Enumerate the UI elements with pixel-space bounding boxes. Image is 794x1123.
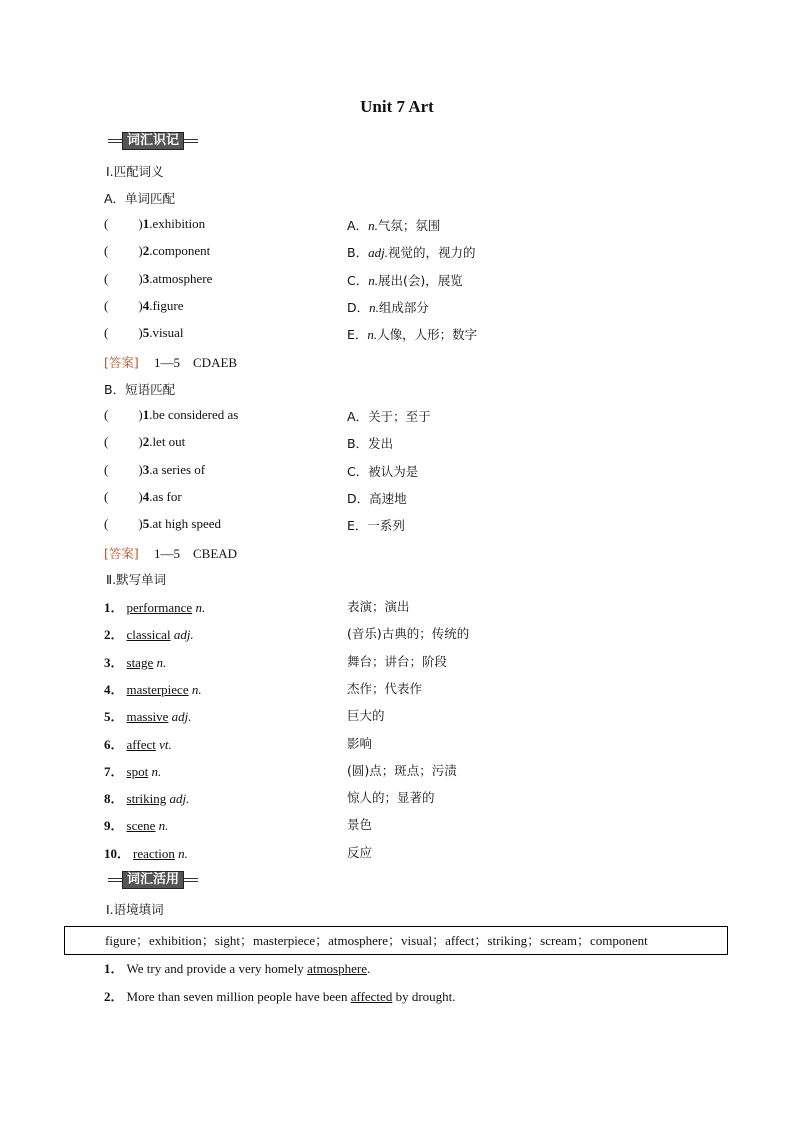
option-letter: D． — [347, 490, 370, 506]
answer-word: classical — [126, 627, 171, 643]
dictation-meaning: (圆)点；斑点；污渍 — [347, 762, 457, 778]
fill-in-sentence — [104, 958, 370, 977]
item-number: 5． — [104, 709, 124, 725]
close-paren: ) — [138, 461, 143, 477]
part-of-speech: adj. — [368, 245, 388, 261]
option-letter: A． — [347, 409, 369, 424]
item-dot: . — [149, 243, 153, 259]
dictation-item — [104, 788, 189, 807]
dictation-item — [104, 706, 192, 725]
fill-in-sentence — [104, 986, 456, 1005]
match-item-left — [104, 325, 184, 341]
item-number: 2 — [142, 243, 150, 259]
blank-paren: ( — [104, 270, 109, 286]
match-item-right — [347, 516, 405, 534]
option-meaning: 视觉的，视力的 — [387, 245, 476, 261]
answer-word: stage — [126, 654, 154, 670]
match-item-right — [347, 434, 393, 452]
word-bank-box: figure；exhibition；sight；masterpiece；atmosphere；visual；affect；striking；scream；component — [64, 926, 728, 955]
part-of-speech: adj. — [166, 791, 190, 807]
dictation-item — [104, 597, 205, 616]
blank-paren: ( — [104, 325, 109, 341]
match-item-right — [347, 243, 475, 261]
close-paren: ) — [138, 243, 143, 259]
partA-heading: A．单词匹配 — [104, 191, 176, 206]
item-number: 4 — [142, 297, 150, 313]
item-dot: . — [149, 325, 153, 341]
item-dot: . — [149, 407, 153, 422]
item-dot: . — [149, 297, 153, 313]
part-of-speech: n. — [155, 818, 169, 834]
item-number: 1． — [104, 961, 124, 976]
part3-heading: Ⅰ.语境填词 — [106, 902, 164, 917]
item-word: component — [152, 243, 211, 259]
item-dot: . — [149, 461, 153, 477]
part-of-speech: n. — [369, 299, 379, 315]
match-item-right — [347, 489, 407, 507]
answer-word: performance — [126, 600, 193, 615]
item-number: 4 — [142, 488, 150, 504]
answer-tag: [答案] — [104, 546, 139, 561]
option-meaning: 展出(会)，展览 — [377, 272, 463, 288]
item-number: 4． — [104, 681, 124, 697]
option-meaning: 一系列 — [367, 518, 405, 534]
dictation-meaning: 表演；演出 — [347, 599, 410, 614]
banner-decoration — [108, 139, 122, 143]
close-paren: ) — [138, 434, 143, 450]
answer-word: affected — [350, 989, 393, 1004]
item-number: 10． — [104, 845, 131, 861]
part2-heading: Ⅱ.默写单词 — [106, 572, 167, 587]
sentence-text-before: More than seven million people have been — [126, 989, 351, 1004]
item-word: exhibition — [152, 216, 206, 231]
close-paren: ) — [138, 216, 143, 231]
dictation-item — [104, 734, 172, 753]
part-of-speech: n. — [153, 654, 167, 670]
item-phrase: at high speed — [152, 516, 222, 532]
close-paren: ) — [138, 407, 143, 422]
section-banner-vocab-recognition — [108, 133, 198, 149]
item-phrase: be considered as — [152, 407, 239, 422]
match-item-right — [347, 407, 431, 425]
blank-paren: ( — [104, 488, 109, 504]
dictation-meaning: 舞台；讲台；阶段 — [347, 653, 448, 669]
item-dot: . — [149, 270, 153, 286]
item-dot: . — [149, 516, 153, 532]
answer-word: affect — [126, 736, 156, 752]
item-word: atmosphere — [152, 270, 213, 286]
dictation-meaning: 杰作；代表作 — [347, 680, 423, 696]
item-dot: . — [149, 488, 153, 504]
option-meaning: 关于；至于 — [368, 409, 431, 424]
answer-word: reaction — [133, 845, 175, 861]
item-number: 6． — [104, 736, 124, 752]
blank-paren: ( — [104, 407, 109, 422]
close-paren: ) — [138, 270, 143, 286]
answer-word: scene — [126, 818, 156, 834]
match-item-left — [104, 298, 183, 314]
match-item-right — [347, 216, 440, 234]
dictation-item — [104, 843, 188, 862]
option-letter: A． — [347, 218, 369, 233]
option-meaning: 发出 — [368, 436, 394, 452]
match-item-left — [104, 434, 185, 450]
dictation-meaning: 景色 — [347, 817, 373, 833]
option-letter: C． — [347, 272, 369, 288]
dictation-meaning: 惊人的；显著的 — [347, 790, 435, 806]
dictation-meaning: (音乐)古典的；传统的 — [347, 626, 470, 642]
match-item-right — [347, 462, 418, 480]
blank-paren: ( — [104, 243, 109, 259]
part-of-speech: n. — [148, 763, 162, 779]
item-dot: . — [149, 216, 153, 231]
part-of-speech: n. — [188, 681, 202, 697]
banner-decoration — [184, 139, 198, 143]
blank-paren: ( — [104, 461, 109, 477]
answer-tag: [答案] — [104, 355, 139, 370]
blank-paren: ( — [104, 297, 109, 313]
part-of-speech: n. — [192, 600, 206, 615]
part-of-speech: n. — [367, 327, 378, 343]
banner-label: 词汇识记 — [122, 132, 184, 150]
sentence-text-after: . — [366, 961, 371, 976]
part-of-speech: adj. — [170, 627, 194, 643]
item-word: visual — [152, 325, 184, 341]
option-letter: C． — [347, 463, 369, 479]
option-letter: E． — [347, 518, 368, 534]
option-letter: B． — [347, 245, 369, 261]
item-number: 3 — [142, 270, 150, 286]
item-dot: . — [149, 434, 153, 450]
item-number: 1 — [142, 407, 150, 422]
banner-decoration — [108, 878, 122, 882]
sentence-text-before: We try and provide a very homely — [126, 961, 308, 976]
part-of-speech: vt. — [155, 736, 172, 752]
part-of-speech: n. — [368, 218, 378, 233]
match-item-left — [104, 216, 205, 232]
match-item-left — [104, 516, 221, 532]
option-meaning: 人像，人形；数字 — [377, 327, 478, 343]
item-number: 9． — [104, 818, 124, 834]
dictation-meaning: 影响 — [347, 735, 373, 751]
item-number: 7． — [104, 763, 124, 779]
option-meaning: 高速地 — [369, 490, 407, 506]
option-meaning: 气氛；氛围 — [377, 218, 441, 233]
match-item-left — [104, 243, 210, 259]
banner-label: 词汇活用 — [122, 871, 184, 889]
item-number: 1． — [104, 600, 124, 615]
option-letter: E． — [347, 327, 368, 343]
match-item-left — [104, 462, 205, 478]
close-paren: ) — [138, 516, 143, 532]
match-item-right — [347, 271, 463, 289]
blank-paren: ( — [104, 434, 109, 450]
match-item-left — [104, 407, 238, 423]
part-of-speech: adj. — [168, 709, 192, 725]
dictation-item — [104, 815, 168, 834]
option-meaning: 被认为是 — [368, 463, 419, 479]
partA-answer — [104, 352, 237, 371]
item-phrase: a series of — [152, 461, 206, 477]
item-number: 3 — [142, 461, 150, 477]
option-letter: B． — [347, 436, 369, 452]
item-word: figure — [152, 297, 184, 313]
dictation-item — [104, 652, 166, 671]
answer-text: 1—5 CBEAD — [154, 546, 238, 561]
answer-word: masterpiece — [126, 681, 189, 697]
partB-heading: B．短语匹配 — [104, 382, 176, 397]
item-phrase: let out — [152, 434, 186, 450]
answer-word: striking — [126, 791, 167, 807]
part1-heading: Ⅰ.匹配词义 — [106, 164, 164, 179]
close-paren: ) — [138, 488, 143, 504]
option-meaning: 组成部分 — [378, 299, 429, 315]
dictation-item — [104, 624, 194, 643]
match-item-right — [347, 298, 429, 316]
partB-answer — [104, 543, 237, 562]
blank-paren: ( — [104, 516, 109, 532]
close-paren: ) — [138, 325, 143, 341]
close-paren: ) — [138, 297, 143, 313]
answer-word: massive — [126, 709, 169, 725]
banner-decoration — [184, 878, 198, 882]
dictation-item — [104, 679, 202, 698]
part-of-speech: n. — [174, 845, 188, 861]
blank-paren: ( — [104, 216, 109, 231]
match-item-right — [347, 325, 477, 343]
item-number: 8． — [104, 791, 124, 807]
answer-word: atmosphere — [307, 961, 367, 976]
match-item-left — [104, 489, 182, 505]
item-number: 2． — [104, 627, 124, 643]
item-number: 3． — [104, 654, 124, 670]
answer-text: 1—5 CDAEB — [154, 355, 238, 370]
dictation-meaning: 反应 — [347, 844, 373, 860]
item-number: 2 — [142, 434, 150, 450]
match-item-left — [104, 271, 212, 287]
item-number: 1 — [142, 216, 150, 231]
dictation-item — [104, 761, 161, 780]
section-banner-vocab-application — [108, 872, 198, 888]
sentence-text-after: by drought. — [392, 989, 456, 1004]
page-title: Unit 7 Art — [360, 97, 434, 116]
item-number: 5 — [142, 325, 150, 341]
answer-word: spot — [126, 763, 149, 779]
item-phrase: as for — [152, 488, 182, 504]
dictation-meaning: 巨大的 — [347, 708, 385, 724]
option-letter: D． — [347, 299, 370, 315]
part-of-speech: n. — [368, 272, 378, 288]
item-number: 5 — [142, 516, 150, 532]
item-number: 2． — [104, 989, 124, 1004]
